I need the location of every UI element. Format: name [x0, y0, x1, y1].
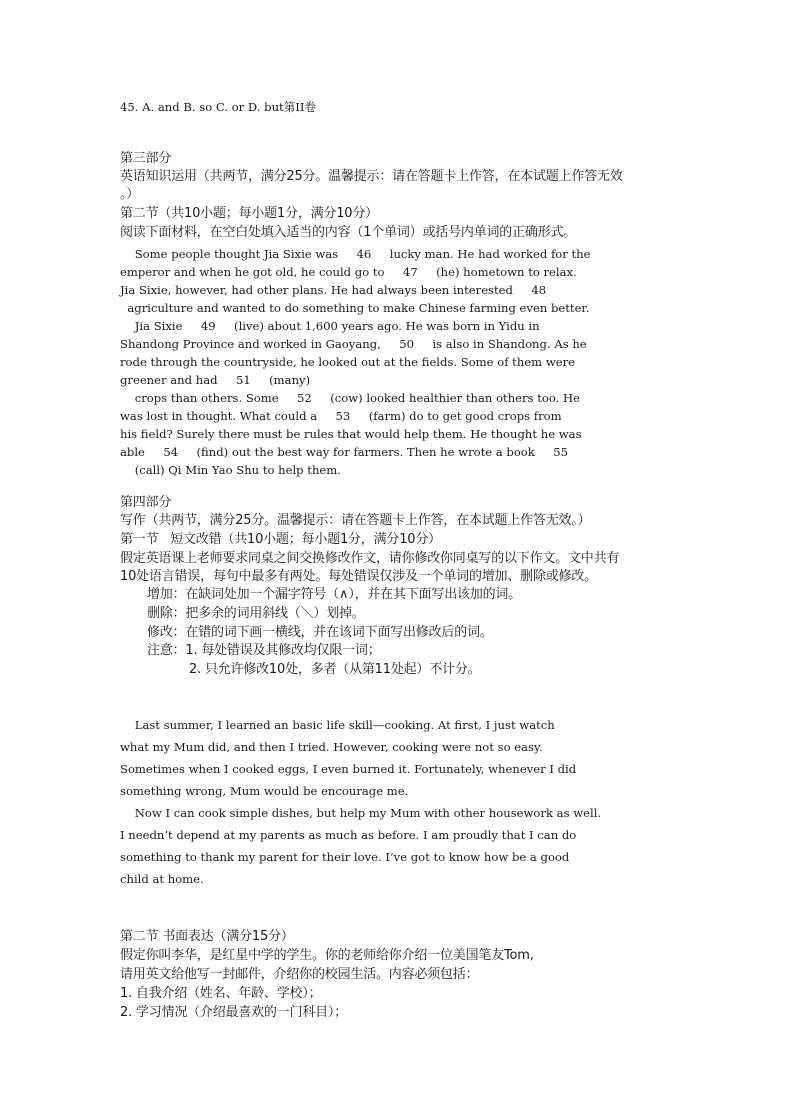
part3-intro-line1: 英语知识运用（共两节，满分25分。温馨提示：请在答题卡上作答，在本试题上作答无效 [120, 169, 623, 184]
rule-add: 增加：在缺词处加一个漏字符号（∧），并在其下面写出该加的词。 [147, 587, 522, 602]
essay-line: what my Mum did, and then I tried. However, cooking were not so easy. [120, 740, 543, 754]
cloze-line: Jia Sixie, however, had other plans. He had always been interested 48 [120, 283, 547, 297]
essay-line: something to thank my parent for their love. I’ve got to know how be a good [120, 850, 570, 864]
rule-delete: 删除：把多余的词用斜线（＼）划掉。 [147, 606, 365, 621]
cloze-line: Jia Sixie 49 (live) about 1,600 years ago. He was born in Yidu in [120, 319, 540, 333]
cloze-line: rode through the countryside, he looked out at the fields. Some of them were [120, 355, 576, 369]
cloze-line: Shandong Province and worked in Gaoyang, 50 is also in Shandong. As he [120, 337, 587, 351]
part3-title: 第三部分 [120, 151, 172, 166]
part3-section2-title: 第二节（共10小题；每小题1分，满分10分） [120, 206, 378, 221]
essay-line: Now I can cook simple dishes, but help my Mum with other housework as well. [120, 806, 602, 820]
essay-line: I needn’t depend at my parents as much as before. I am proudly that I can do [120, 828, 577, 842]
part4-instruction-line2: 10处语言错误，每句中最多有两处。每处错误仅涉及一个单词的增加、删除或修改。 [120, 569, 597, 584]
rule-modify: 修改：在错的词下画一横线，并在该词下面写出修改后的词。 [147, 625, 493, 640]
essay-line: Last summer, I learned an basic life skill—cooking. At first, I just watch [120, 718, 555, 732]
part4-section1-title: 第一节 短文改错（共10小题；每小题1分，满分10分） [120, 532, 441, 547]
cloze-line: his field? Surely there must be rules that would help them. He thought he was [120, 427, 582, 441]
writing-item-1: 1. 自我介绍（姓名、年龄、学校）； [120, 986, 322, 1001]
previous-answer-line: 45. A. and B. so C. or D. but第II卷 [120, 100, 317, 114]
part3-intro-line2: 。） [120, 187, 140, 202]
writing-task-line2: 请用英文给他写一封邮件，介绍你的校园生活。内容必须包括： [120, 967, 479, 982]
part4-title: 第四部分 [120, 495, 172, 510]
part3-instruction: 阅读下面材料，在空白处填入适当的内容（1个单词）或括号内单词的正确形式。 [120, 225, 577, 240]
note-1: 注意：1. 每处错误及其修改均仅限一词； [147, 643, 381, 658]
cloze-line: Some people thought Jia Sixie was 46 lucky man. He had worked for the [120, 247, 591, 261]
essay-line: child at home. [120, 872, 204, 886]
cloze-line: able 54 (find) out the best way for farmers. Then he wrote a book 55 [120, 445, 568, 459]
part4-intro: 写作（共两节，满分25分。温馨提示：请在答题卡上作答，在本试题上作答无效。） [120, 513, 591, 528]
cloze-line: was lost in thought. What could a 53 (farm) do to get good crops from [120, 409, 562, 423]
cloze-line: (call) Qi Min Yao Shu to help them. [120, 463, 341, 477]
part4-section2-title: 第二节 书面表达（满分15分） [120, 929, 294, 944]
cloze-line: greener and had 51 (many) [120, 373, 311, 387]
essay-line: Sometimes when I cooked eggs, I even burned it. Fortunately, whenever I did [120, 762, 577, 776]
cloze-line: crops than others. Some 52 (cow) looked healthier than others too. He [120, 391, 580, 405]
writing-item-2: 2. 学习情况（介绍最喜欢的一门科目）； [120, 1005, 348, 1020]
note-2: 2. 只允许修改10处，多者（从第11处起）不计分。 [189, 662, 481, 677]
writing-task-line1: 假定你叫李华，是红星中学的学生。你的老师给你介绍一位美国笔友Tom, [120, 948, 534, 963]
cloze-line: agriculture and wanted to do something to make Chinese farming even better. [120, 301, 590, 315]
cloze-line: emperor and when he got old, he could go to 47 (he) hometown to relax. [120, 265, 577, 279]
part4-instruction-line1: 假定英语课上老师要求同桌之间交换修改作文，请你修改你同桌写的以下作文。文中共有 [120, 551, 620, 566]
essay-line: something wrong, Mum would be encourage me. [120, 784, 409, 798]
